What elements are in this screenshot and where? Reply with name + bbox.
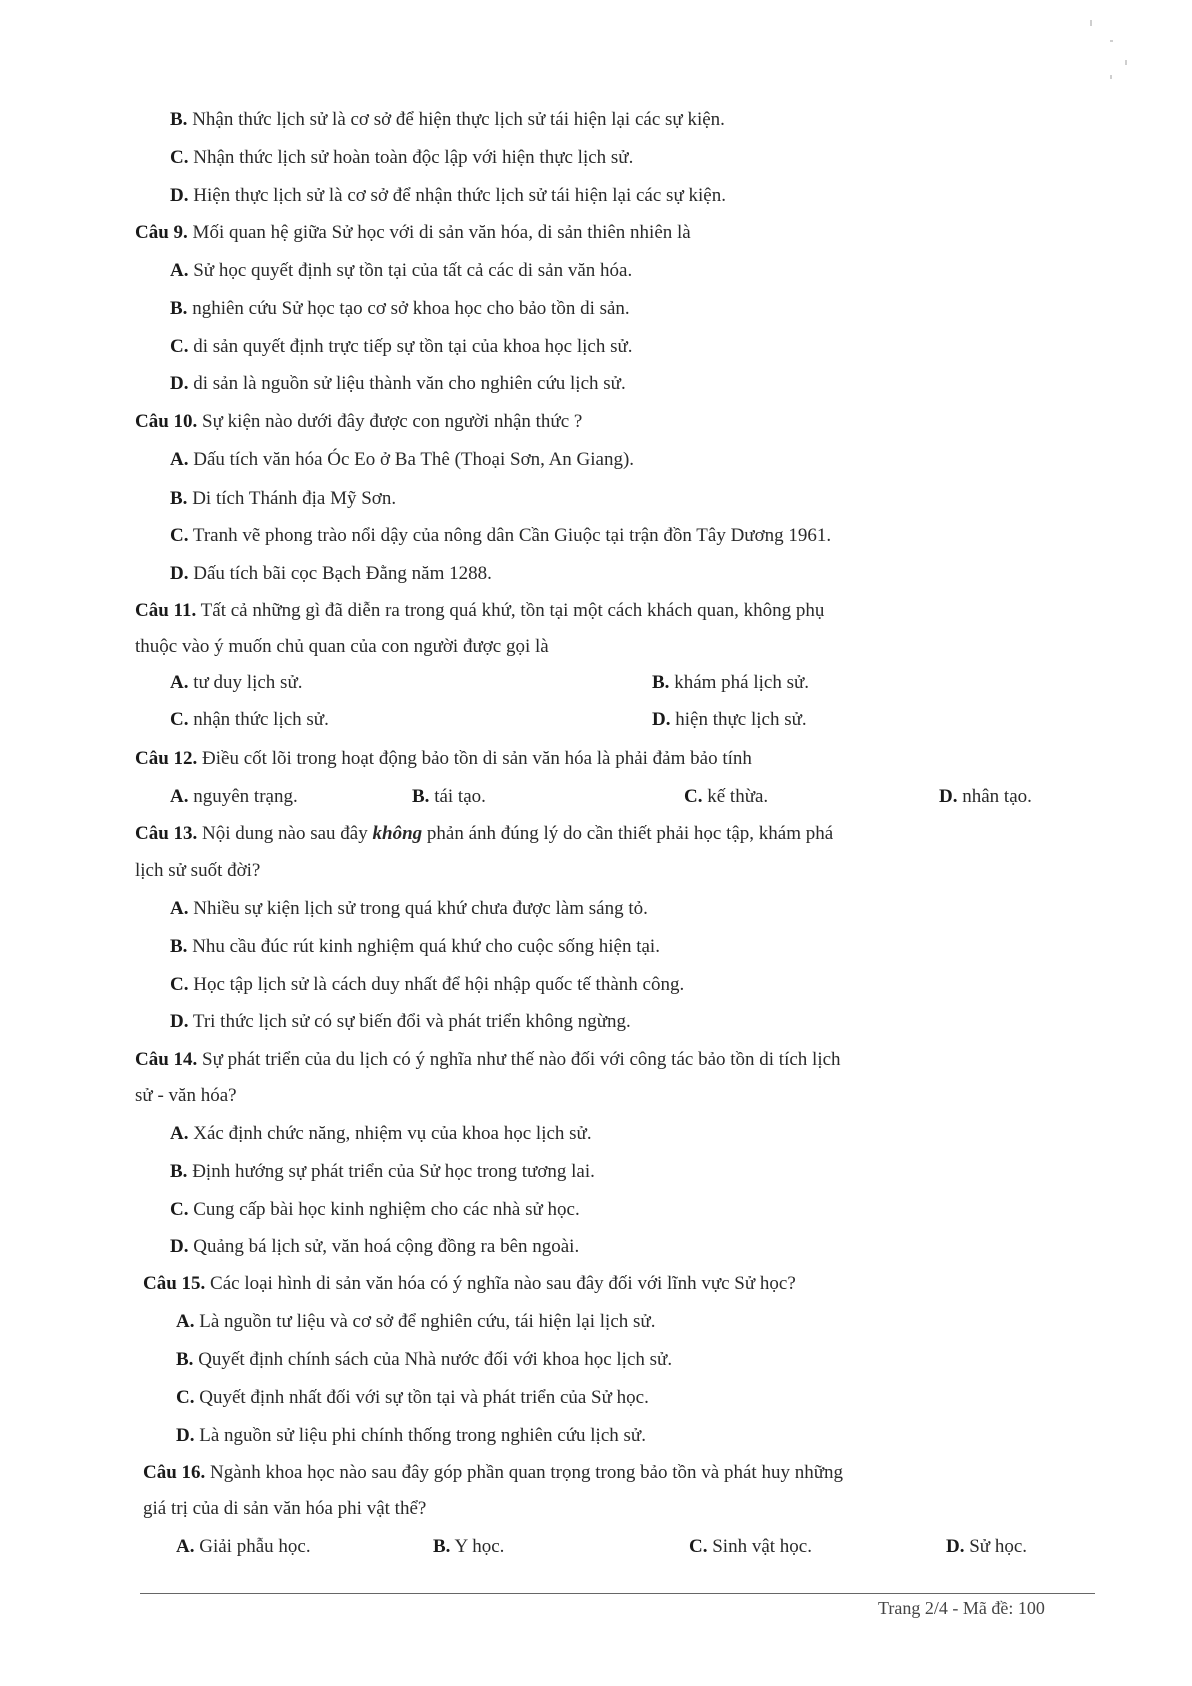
question-text: sử - văn hóa? <box>135 1085 237 1106</box>
q12-option-b <box>412 785 486 809</box>
option-label: C. <box>176 1387 195 1408</box>
option-text: nhận thức lịch sử. <box>188 709 329 730</box>
q15-option-d <box>176 1424 646 1448</box>
option-text: kế thừa. <box>702 786 769 807</box>
question-emphasis: không <box>372 823 423 844</box>
q16-stem-continued <box>143 1497 426 1521</box>
option-text: Học tập lịch sử là cách duy nhất để hội nhập quốc tế thành công. <box>188 974 685 995</box>
q14-stem-continued <box>135 1084 237 1108</box>
question-text: Ngành khoa học nào sau đây góp phần quan trọng trong bảo tồn và phát huy những <box>205 1462 843 1483</box>
option-text: nhân tạo. <box>957 786 1032 807</box>
q9-option-d <box>170 372 626 396</box>
option-text: Tri thức lịch sử có sự biến đổi và phát triển không ngừng. <box>188 1011 631 1032</box>
option-label: B. <box>176 1349 194 1370</box>
option-text: Sử học. <box>964 1536 1028 1557</box>
option-label: C. <box>170 336 189 357</box>
option-label: A. <box>170 1123 189 1144</box>
scan-speck <box>1110 75 1112 79</box>
option-label: B. <box>170 488 188 509</box>
option-text: khám phá lịch sử. <box>669 672 810 693</box>
question-text: giá trị của di sản văn hóa phi vật thể? <box>143 1498 427 1519</box>
option-text: Là nguồn tư liệu và cơ sở để nghiên cứu, tái hiện lại lịch sử. <box>194 1311 656 1332</box>
q12-option-c <box>684 785 768 809</box>
option-text: nghiên cứu Sử học tạo cơ sở khoa học cho bảo tồn di sản. <box>187 298 630 319</box>
q9-option-c <box>170 335 633 359</box>
option-label: D. <box>652 709 671 730</box>
q14-stem <box>135 1048 841 1072</box>
q12-option-d <box>939 785 1032 809</box>
option-label: B. <box>170 298 188 319</box>
q16-option-a <box>176 1535 311 1559</box>
option-label: C. <box>684 786 703 807</box>
option-label: C. <box>170 147 189 168</box>
q15-option-b <box>176 1348 672 1372</box>
option-text: nguyên trạng. <box>188 786 298 807</box>
q11-option-b <box>652 671 809 695</box>
q11-stem-continued <box>135 635 549 659</box>
option-label: D. <box>170 563 189 584</box>
q10-option-b <box>170 487 396 511</box>
question-label: Câu 15. <box>143 1273 206 1294</box>
question-text: Tất cả những gì đã diễn ra trong quá khứ, tồn tại một cách khách quan, không phụ <box>196 600 825 621</box>
question-text: Điều cốt lõi trong hoạt động bảo tồn di sản văn hóa là phải đảm bảo tính <box>197 748 752 769</box>
question-label: Câu 12. <box>135 748 198 769</box>
q8-option-c <box>170 146 633 170</box>
option-label: A. <box>176 1311 195 1332</box>
q13-option-d <box>170 1010 631 1034</box>
question-text: lịch sử suốt đời? <box>135 860 261 881</box>
option-label: A. <box>170 898 189 919</box>
option-text: Quảng bá lịch sử, văn hoá cộng đồng ra bên ngoài. <box>188 1236 580 1257</box>
option-label: B. <box>652 672 670 693</box>
q11-option-c <box>170 708 329 732</box>
page-footer: Trang 2/4 - Mã đề: 100 <box>878 1598 1045 1618</box>
option-text: Dấu tích bãi cọc Bạch Đằng năm 1288. <box>188 563 492 584</box>
option-label: B. <box>170 1161 188 1182</box>
question-label: Câu 13. <box>135 823 198 844</box>
option-label: B. <box>170 936 188 957</box>
option-text: Di tích Thánh địa Mỹ Sơn. <box>187 488 397 509</box>
option-label: C. <box>170 525 189 546</box>
option-text: hiện thực lịch sử. <box>670 709 807 730</box>
option-label: A. <box>170 672 189 693</box>
scan-speck <box>1110 40 1113 42</box>
q14-option-d <box>170 1235 579 1259</box>
option-label: A. <box>170 786 189 807</box>
option-text: Dấu tích văn hóa Óc Eo ở Ba Thê (Thoại Sơn, An Giang). <box>188 449 635 470</box>
q16-option-c <box>689 1535 812 1559</box>
q13-option-b <box>170 935 660 959</box>
footer-divider <box>140 1593 1095 1594</box>
scan-speck <box>1090 20 1092 26</box>
option-text: di sản là nguồn sử liệu thành văn cho nghiên cứu lịch sử. <box>188 373 626 394</box>
option-label: D. <box>170 1236 189 1257</box>
q13-stem <box>135 822 833 846</box>
option-label: B. <box>170 109 188 130</box>
q10-option-c <box>170 524 831 548</box>
option-text: Sử học quyết định sự tồn tại của tất cả các di sản văn hóa. <box>188 260 633 281</box>
option-text: Quyết định chính sách của Nhà nước đối với khoa học lịch sử. <box>193 1349 673 1370</box>
q11-stem <box>135 599 824 623</box>
q14-option-c <box>170 1198 580 1222</box>
q14-option-b <box>170 1160 595 1184</box>
q12-stem <box>135 747 752 771</box>
question-label: Câu 10. <box>135 411 198 432</box>
question-text: Sự kiện nào dưới đây được con người nhận thức ? <box>197 411 583 432</box>
q10-stem <box>135 410 582 434</box>
option-text: Nhận thức lịch sử là cơ sở để hiện thực lịch sử tái hiện lại các sự kiện. <box>187 109 725 130</box>
option-text: Sinh vật học. <box>707 1536 812 1557</box>
scan-speck <box>1125 60 1127 65</box>
question-label: Câu 9. <box>135 222 188 243</box>
q11-option-d <box>652 708 807 732</box>
question-text: Sự phát triển của du lịch có ý nghĩa như thế nào đối với công tác bảo tồn di tích lịch <box>197 1049 841 1070</box>
option-text: Định hướng sự phát triển của Sử học trong tương lai. <box>187 1161 595 1182</box>
option-text: Y học. <box>450 1536 505 1557</box>
q15-option-a <box>176 1310 655 1334</box>
option-label: B. <box>412 786 430 807</box>
question-label: Câu 11. <box>135 600 197 621</box>
q13-option-c <box>170 973 684 997</box>
q14-option-a <box>170 1122 592 1146</box>
q11-option-a <box>170 671 303 695</box>
option-text: Giải phẫu học. <box>194 1536 311 1557</box>
option-text: Nhu cầu đúc rút kinh nghiệm quá khứ cho cuộc sống hiện tại. <box>187 936 660 957</box>
option-text: Tranh vẽ phong trào nổi dậy của nông dân Cần Giuộc tại trận đồn Tây Dương 1961. <box>188 525 832 546</box>
q15-stem <box>143 1272 796 1296</box>
option-label: D. <box>170 1011 189 1032</box>
q12-option-a <box>170 785 298 809</box>
q8-option-b <box>170 108 725 132</box>
option-label: A. <box>176 1536 195 1557</box>
option-text: Quyết định nhất đối với sự tồn tại và phát triển của Sử học. <box>194 1387 649 1408</box>
option-text: tái tạo. <box>429 786 486 807</box>
option-label: C. <box>689 1536 708 1557</box>
question-label: Câu 14. <box>135 1049 198 1070</box>
option-label: D. <box>170 185 189 206</box>
question-text: Mối quan hệ giữa Sử học với di sản văn hóa, di sản thiên nhiên là <box>187 222 691 243</box>
q8-option-d <box>170 184 726 208</box>
option-label: B. <box>433 1536 451 1557</box>
q16-option-d <box>946 1535 1027 1559</box>
option-label: A. <box>170 260 189 281</box>
option-text: tư duy lịch sử. <box>188 672 303 693</box>
q15-option-c <box>176 1386 649 1410</box>
option-text: Nhận thức lịch sử hoàn toàn độc lập với hiện thực lịch sử. <box>188 147 634 168</box>
q9-option-a <box>170 259 632 283</box>
q16-option-b <box>433 1535 504 1559</box>
q9-stem <box>135 221 691 245</box>
option-text: di sản quyết định trực tiếp sự tồn tại của khoa học lịch sử. <box>188 336 633 357</box>
option-text: Cung cấp bài học kinh nghiệm cho các nhà sử học. <box>188 1199 580 1220</box>
option-text: Nhiều sự kiện lịch sử trong quá khứ chưa được làm sáng tỏ. <box>188 898 648 919</box>
option-text: Xác định chức năng, nhiệm vụ của khoa học lịch sử. <box>188 1123 592 1144</box>
option-label: C. <box>170 974 189 995</box>
q13-option-a <box>170 897 648 921</box>
option-label: D. <box>176 1425 195 1446</box>
q9-option-b <box>170 297 630 321</box>
option-label: D. <box>946 1536 965 1557</box>
option-label: D. <box>939 786 958 807</box>
question-text: thuộc vào ý muốn chủ quan của con người được gọi là <box>135 636 549 657</box>
option-label: C. <box>170 1199 189 1220</box>
question-text: Nội dung nào sau đây <box>197 823 373 844</box>
q10-option-d <box>170 562 492 586</box>
option-text: Hiện thực lịch sử là cơ sở để nhận thức lịch sử tái hiện lại các sự kiện. <box>188 185 726 206</box>
question-text: Các loại hình di sản văn hóa có ý nghĩa nào sau đây đối với lĩnh vực Sử học? <box>205 1273 796 1294</box>
option-label: D. <box>170 373 189 394</box>
q16-stem <box>143 1461 843 1485</box>
q10-option-a <box>170 448 634 472</box>
q13-stem-continued <box>135 859 260 883</box>
question-text: phản ánh đúng lý do cần thiết phải học tập, khám phá <box>422 823 834 844</box>
question-label: Câu 16. <box>143 1462 206 1483</box>
option-label: A. <box>170 449 189 470</box>
option-label: C. <box>170 709 189 730</box>
option-text: Là nguồn sử liệu phi chính thống trong nghiên cứu lịch sử. <box>194 1425 646 1446</box>
